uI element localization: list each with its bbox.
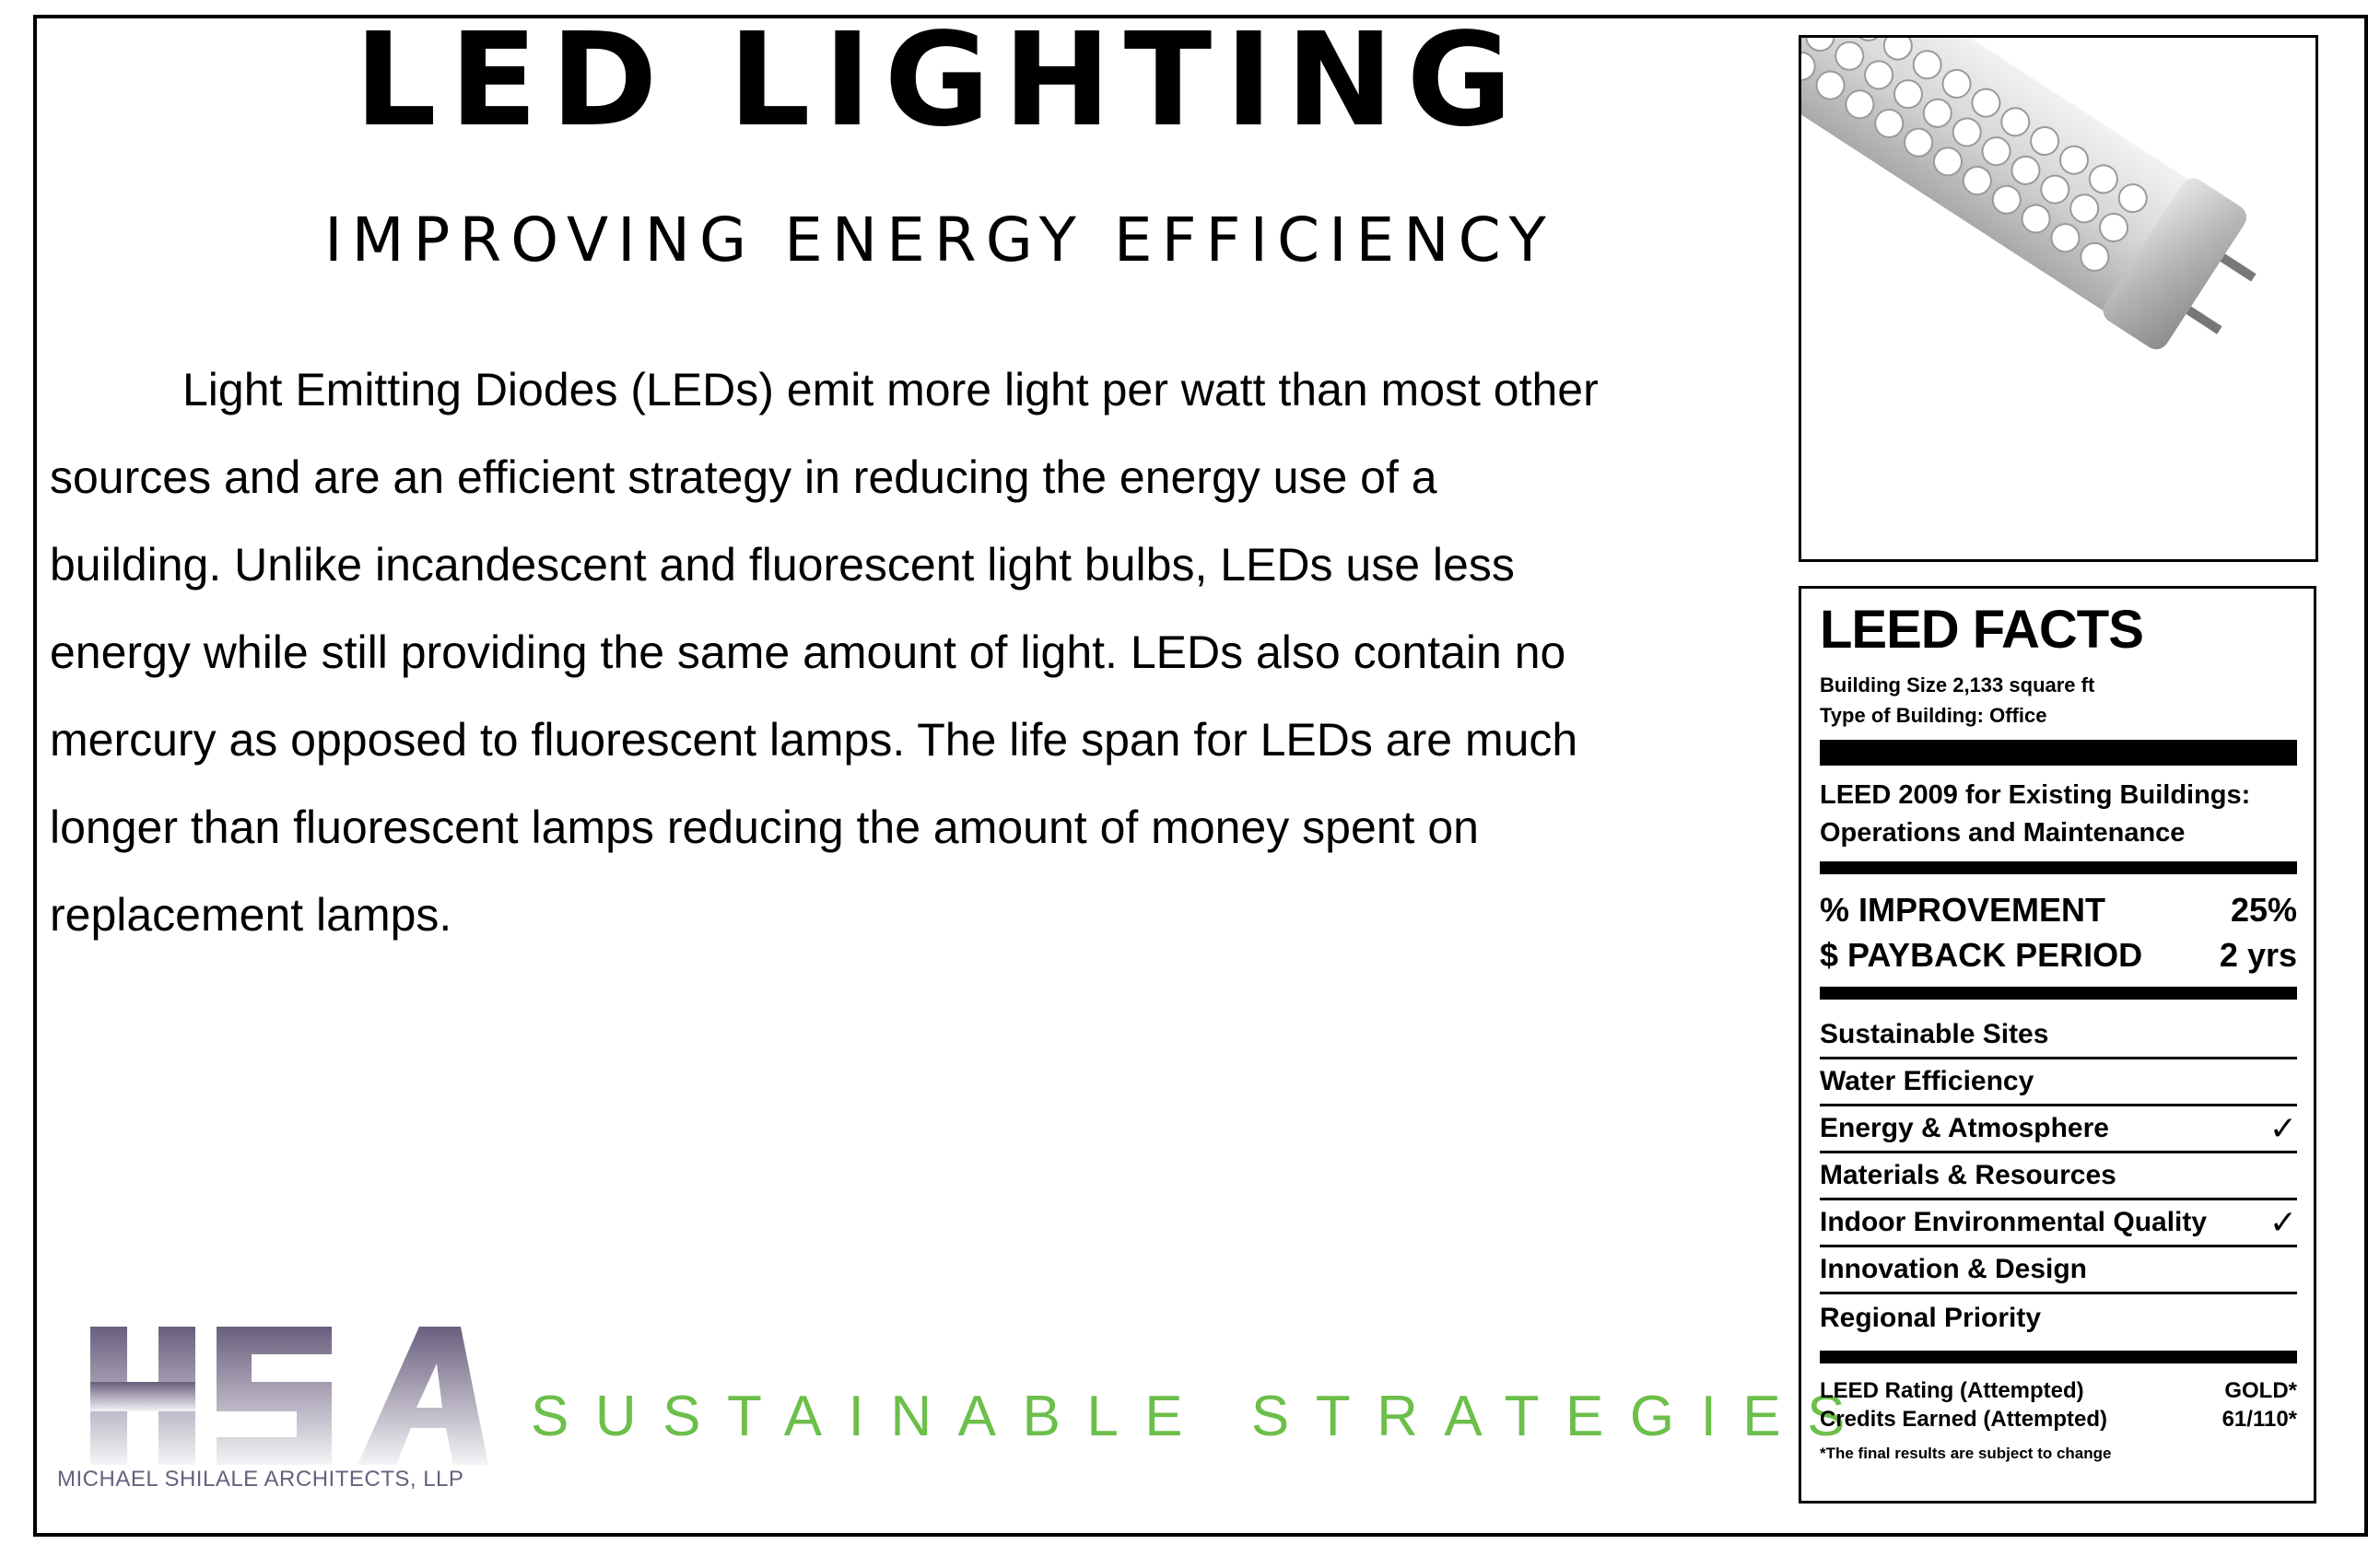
metric-label: $ PAYBACK PERIOD — [1820, 936, 2143, 974]
page-subtitle: IMPROVING ENERGY EFFICIENCY — [324, 205, 1555, 275]
metric-value: 25% — [2230, 891, 2297, 929]
divider-bar — [1820, 1351, 2297, 1363]
page-title: LED LIGHTING — [354, 6, 1526, 156]
led-tube-photo — [1799, 35, 2318, 562]
building-size: Building Size 2,133 square ft — [1820, 673, 2095, 696]
category-label: Sustainable Sites — [1820, 1019, 2049, 1049]
body-line-text: Light Emitting Diodes (LEDs) emit more light per watt than most other — [182, 364, 1599, 415]
credits-row — [1820, 1405, 2297, 1433]
metric-improvement — [1820, 887, 2297, 932]
category-label: Materials & Resources — [1820, 1160, 2116, 1190]
leed-rating-row — [1820, 1376, 2297, 1405]
category-energy-atmosphere — [1820, 1106, 2297, 1153]
metric-value: 2 yrs — [2219, 936, 2297, 974]
tagline: SUSTAINABLE STRATEGIES — [531, 1385, 1872, 1448]
credits-label: Credits Earned (Attempted) — [1820, 1407, 2108, 1432]
leed-category-list — [1820, 1012, 2297, 1341]
check-icon: ✓ — [2268, 1203, 2297, 1241]
divider-bar — [1820, 861, 2297, 874]
building-type: Type of Building: Office — [1820, 704, 2047, 727]
category-label: Water Efficiency — [1820, 1066, 2034, 1096]
logo-caption: MICHAEL SHILALE ARCHITECTS, LLP — [57, 1467, 464, 1492]
program-line-2: Operations and Maintenance — [1820, 818, 2186, 848]
category-regional-priority — [1820, 1294, 2297, 1341]
leed-facts-title: LEED FACTS — [1820, 600, 2143, 660]
category-innovation-design — [1820, 1247, 2297, 1294]
body-line: longer than fluorescent lamps reducing the amount of money spent on — [50, 802, 1479, 853]
body-line: replacement lamps. — [50, 889, 452, 941]
metric-label: % IMPROVEMENT — [1820, 891, 2106, 929]
category-label: Energy & Atmosphere — [1820, 1113, 2109, 1143]
divider-bar — [1820, 740, 2297, 766]
category-label: Indoor Environmental Quality — [1820, 1207, 2208, 1237]
category-sustainable-sites — [1820, 1012, 2297, 1059]
building-info — [1820, 670, 2297, 731]
category-indoor-environmental-quality — [1820, 1200, 2297, 1247]
credits-value: 61/110* — [2221, 1407, 2297, 1432]
body-line: building. Unlike incandescent and fluorescent light bulbs, LEDs use less — [50, 539, 1515, 591]
leed-facts-panel — [1799, 586, 2316, 1504]
category-materials-resources — [1820, 1153, 2297, 1200]
check-icon: ✓ — [2268, 1109, 2297, 1147]
led-tube-illustration — [1801, 38, 2315, 559]
leed-facts-content — [1820, 600, 2297, 1463]
body-line — [50, 346, 1800, 434]
footnote: *The final results are subject to change — [1820, 1445, 2112, 1462]
body-line: mercury as opposed to fluorescent lamps. The life span for LEDs are much — [50, 714, 1578, 766]
divider-bar — [1820, 987, 2297, 1000]
rating-value: GOLD* — [2224, 1378, 2297, 1403]
program-line-1: LEED 2009 for Existing Buildings: — [1820, 780, 2251, 810]
category-label: Innovation & Design — [1820, 1254, 2088, 1284]
body-line: energy while still providing the same amount of light. LEDs also contain no — [50, 626, 1566, 678]
body-line: sources and are an efficient strategy in reducing the energy use of a — [50, 451, 1437, 503]
body-paragraph — [50, 346, 1800, 959]
category-water-efficiency — [1820, 1059, 2297, 1106]
rating-label: LEED Rating (Attempted) — [1820, 1378, 2084, 1403]
metric-payback — [1820, 932, 2297, 977]
category-label: Regional Priority — [1820, 1302, 2042, 1333]
